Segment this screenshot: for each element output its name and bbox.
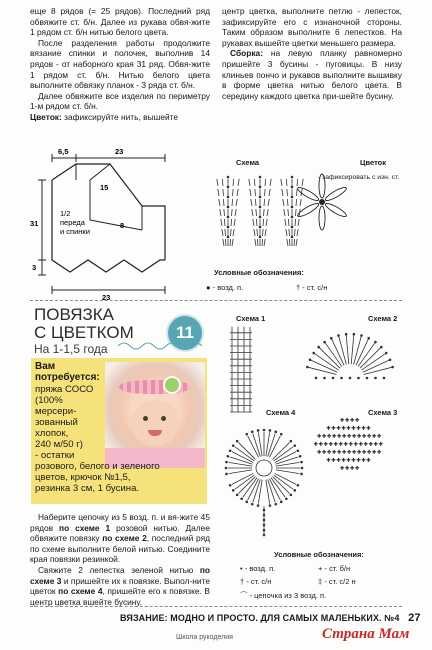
svg-text:+: + (351, 458, 356, 464)
svg-text:+: + (354, 442, 358, 448)
materials-title: Вам потребуется: (35, 361, 100, 383)
top-right-text (222, 6, 402, 101)
schema2-diagram (300, 326, 400, 382)
piece-label: 1/2 (60, 209, 71, 218)
svg-text:+: + (332, 434, 336, 440)
legend-item: ‡ - ст. с/2 н (318, 577, 356, 586)
flower-label: Цветок: (30, 111, 62, 122)
title-line: ПОВЯЗКА (34, 305, 115, 324)
headband-title (34, 306, 134, 342)
svg-text:+: + (342, 450, 346, 456)
age-label: На 1-1,5 года (34, 342, 108, 356)
chain-icon: • (240, 564, 243, 573)
svg-text:+: + (326, 458, 331, 464)
svg-text:+: + (347, 434, 351, 440)
svg-text:+: + (331, 458, 336, 464)
double-stitch-icon: ‡ (318, 577, 323, 586)
svg-text:+: + (347, 450, 351, 456)
assembly-label: Сборка: (230, 48, 263, 59)
svg-text:+: + (344, 442, 348, 448)
bottom-legend-title: Условные обозначения: (274, 550, 364, 559)
stitch-icon: † (296, 283, 301, 292)
svg-text:+: + (337, 434, 341, 440)
svg-text:+: + (374, 442, 378, 448)
pattern-number-badge: 11 (168, 316, 202, 350)
dot-icon: ● (206, 283, 211, 292)
svg-text:+: + (351, 426, 356, 432)
footer-subtitle: Школа рукоделия (176, 634, 233, 641)
schema2-title: Схема 2 (368, 314, 398, 323)
svg-text:+: + (332, 450, 336, 456)
svg-text:+: + (361, 458, 366, 464)
paragraph: еще 8 рядов (= 25 рядов). Последний ряд обвяжите ст. б/н. Далее из рукава обвя-жите 1 рядом ст. б/н нитью белого цвета. (30, 6, 210, 38)
svg-text:+: + (352, 450, 356, 456)
svg-text:+: + (366, 426, 371, 432)
svg-text:+: + (346, 458, 351, 464)
legend-item: • - возд. п. (240, 564, 276, 573)
svg-text:+: + (349, 442, 353, 448)
svg-text:+: + (369, 442, 373, 448)
svg-text:+: + (337, 450, 341, 456)
paragraph: После разделения работы продолжите вязание спинки и полочек, выполнив 14 рядов - от наборного края 31 ряд. Обвя-жите 1 рядом ст. б/н. Нитью белого цвета выполните обвязку планок - 3 ряда ст. б/н. (30, 37, 210, 91)
svg-text:+: + (357, 450, 361, 456)
paragraph: центр цветка, выполните петлю - лепесток, зафиксируйте его с изнаночной стороны. Таким образом выполните 6 лепестков. На рукавах вышейте цветки меньшего размера. (222, 6, 402, 48)
top-left-text (30, 6, 210, 123)
legend-item: + - ст. б/н (318, 564, 351, 573)
piece-label: и спинки (60, 227, 90, 236)
page-number: 27 (408, 612, 421, 624)
svg-text:+: + (350, 418, 354, 424)
svg-text:+: + (331, 426, 336, 432)
flower-text: зафиксируйте нить, вышейте (61, 111, 179, 122)
flower-title: Цветок (360, 158, 386, 167)
schema1-title: Схема 1 (236, 314, 266, 323)
legend-title: Условные обозначения: (214, 268, 304, 277)
footer-divider (30, 606, 402, 607)
svg-text:+: + (346, 426, 351, 432)
svg-text:+: + (355, 466, 359, 472)
svg-text:+: + (357, 434, 361, 440)
svg-text:+: + (345, 418, 349, 424)
svg-text:+: + (367, 434, 371, 440)
flower-diagram (292, 172, 352, 232)
svg-text:+: + (340, 466, 344, 472)
dim-label: 3 (32, 263, 37, 272)
legend-item: ⌒ - цепочка из 3 возд. п. (240, 591, 327, 600)
schema4-title: Схема 4 (266, 408, 296, 417)
svg-text:+: + (322, 450, 326, 456)
svg-text:+: + (317, 434, 321, 440)
svg-text:+: + (372, 434, 376, 440)
fix-note: - зафиксировать с изн. ст. (318, 174, 400, 181)
svg-text:+: + (355, 418, 359, 424)
svg-text:+: + (341, 458, 346, 464)
dim-label: 31 (30, 219, 39, 228)
svg-text:+: + (329, 442, 333, 448)
svg-text:+: + (334, 442, 338, 448)
schema1-diagram (228, 326, 254, 416)
svg-text:+: + (356, 458, 361, 464)
svg-text:+: + (362, 434, 366, 440)
materials-list: пряжа СОСО (100% мерсери- зованный хлопок, 240 м/50 г) - остатки розового, белого и зеленого цветов, крючок №1,5, резинка 3 см, 1 бусина. (35, 384, 160, 494)
svg-text:+: + (379, 442, 383, 448)
svg-text:+: + (326, 426, 331, 432)
dim-label: 23 (102, 293, 111, 302)
dim-label: 8 (120, 221, 125, 230)
svg-text:+: + (342, 434, 346, 440)
svg-text:+: + (339, 442, 343, 448)
schema3-title: Схема 3 (368, 408, 398, 417)
svg-text:+: + (317, 450, 321, 456)
poncho-schematic (30, 147, 200, 302)
svg-text:+: + (327, 450, 331, 456)
svg-text:+: + (319, 442, 323, 448)
schema-title: Схема (236, 158, 260, 167)
svg-text:+: + (322, 434, 326, 440)
legend-item: † - ст. с/н (240, 577, 272, 586)
section-divider (30, 300, 402, 301)
svg-text:+: + (377, 434, 381, 440)
svg-text:+: + (362, 450, 366, 456)
svg-text:+: + (366, 458, 371, 464)
legend-stitch: † - ст. с/н (296, 283, 328, 292)
plus-icon: + (318, 564, 323, 573)
piece-label: переда (60, 218, 85, 227)
watermark: Страна Мам (322, 626, 410, 642)
wavy-ornament (118, 340, 208, 352)
svg-text:+: + (314, 442, 318, 448)
svg-text:+: + (336, 426, 341, 432)
assembly-text: на левую планку равномерно пришейте 3 бусины - пуговицы. В низу клиньев пончо и рукавов выполните вышивку в форме цветка нитью белого цвета. В середину каждого цветка при-шейте бусину. (222, 48, 402, 101)
headband-instructions: Наберите цепочку из 5 возд. п. и вя-жите 45 рядов по схеме 1 розовой нитью. Далее обвяжите повязку по схеме 2, последний ряд по схеме выполните белой нитью. Соедините края повязки резинкой. Свяжите 2 лепестка зеленой нитью по схеме 3 и пришейте их к повязке. Выпол-ните цветок по схеме 4, пришейте его к повязке. В центр цветка вшейте бусину. (30, 512, 211, 607)
svg-text:+: + (361, 426, 366, 432)
dim-label: 6,5 (58, 147, 69, 156)
arc-icon: ⌒ (240, 591, 248, 600)
legend-chain: ● - возд. п. (206, 283, 244, 292)
svg-text:+: + (377, 450, 381, 456)
svg-text:+: + (324, 442, 328, 448)
svg-text:+: + (350, 466, 354, 472)
svg-text:+: + (364, 442, 368, 448)
dim-label: 23 (115, 147, 124, 156)
svg-text:+: + (341, 426, 346, 432)
title-line: С ЦВЕТКОМ (34, 323, 134, 342)
schema3-diagram (308, 416, 388, 478)
svg-text:+: + (340, 418, 344, 424)
dim-label: 15 (100, 183, 109, 192)
materials-box (31, 358, 207, 504)
svg-text:+: + (372, 450, 376, 456)
svg-text:+: + (359, 442, 363, 448)
schema4-diagram (224, 418, 304, 540)
svg-text:+: + (327, 434, 331, 440)
svg-text:+: + (356, 426, 361, 432)
svg-text:+: + (352, 434, 356, 440)
footer-title: ВЯЗАНИЕ: МОДНО И ПРОСТО. ДЛЯ САМЫХ МАЛЕНЬКИХ. №4 27 (120, 612, 421, 624)
paragraph: Далее обвяжите все изделия по периметру 1-м рядом ст. б/н. (30, 90, 210, 112)
svg-text:+: + (367, 450, 371, 456)
svg-text:+: + (336, 458, 341, 464)
stitch-icon: † (240, 577, 245, 586)
svg-text:+: + (345, 466, 349, 472)
